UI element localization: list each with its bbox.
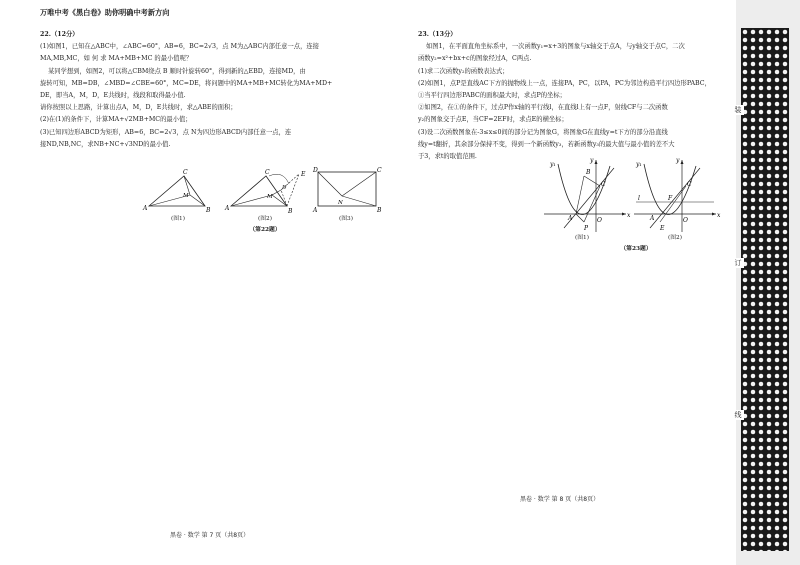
svg-text:N: N	[338, 200, 343, 206]
q23-figure-2	[630, 156, 720, 236]
q22-line-4: 旋转可知，MB=DB，∠MBD=∠CBE=60°，MC=DE，将问题中的MA+MB+MC转化为MA+MD+	[40, 79, 333, 87]
svg-text:x: x	[627, 212, 631, 219]
svg-text:y: y	[590, 157, 594, 164]
q22-figure-3	[310, 166, 385, 216]
question-23	[418, 29, 718, 163]
q23-line-10: 于3，求t的取值范围.	[418, 153, 477, 161]
svg-text:y₁: y₁	[550, 161, 556, 168]
svg-text:B: B	[206, 207, 211, 214]
q22-line-5: DE，即当A，M，D，E共线时，线段和取得最小值.	[40, 92, 186, 100]
q23-line-5: ①当平行四边形PABC的面积最大时，求点P的坐标；	[418, 92, 566, 100]
q22-fig1-caption: (图1)	[170, 216, 185, 222]
binding-char-zhuang: 装	[732, 105, 744, 115]
q22-line-9: 接ND,NB,NC，求NB+NC+√3ND的最小值.	[40, 140, 171, 148]
q23-line-3: (1)求二次函数y₂的函数表达式；	[418, 67, 509, 75]
svg-text:y₁: y₁	[636, 161, 642, 168]
q22-number: 22.（12分）	[40, 31, 79, 38]
svg-text:B: B	[586, 169, 591, 176]
svg-text:C: C	[601, 181, 606, 188]
header-title: 万唯中考《黑白卷》助你明确中考新方向	[40, 8, 170, 17]
svg-text:C: C	[377, 167, 382, 174]
svg-text:C: C	[687, 181, 692, 188]
q22-caption: （第22题）	[249, 227, 281, 233]
binding-char-xian: 线	[732, 410, 744, 420]
footer-right: 黑卷 · 数学 第 8 页（共8页）	[520, 496, 600, 503]
svg-text:A: A	[650, 215, 655, 222]
q23-number: 23.（13分）	[418, 31, 457, 38]
q22-fig3-caption: (图3)	[338, 216, 353, 222]
q23-line-8: (3)设二次函数图象在-3≤x≤0间的部分记为图象G，将图象G在直线y=t下方的部分沿直线	[418, 128, 668, 136]
svg-text:A: A	[313, 207, 318, 214]
q23-line-1: 如图1，在平面直角坐标系中，一次函数y₁=x+3的图象与x轴交于点A，与y轴交于点C，二次	[426, 43, 685, 51]
svg-text:A: A	[143, 205, 148, 212]
footer-left: 黑卷 · 数学 第 7 页（共8页）	[170, 532, 250, 539]
q22-line-7: (2)在(1)的条件下，计算MA+√2MB+MC的最小值；	[40, 116, 192, 124]
q23-line-7: y₂的图象交于点E，当CF=2EF时，求点E的横坐标；	[418, 116, 568, 124]
q23-caption: （第23题）	[620, 246, 652, 252]
svg-text:D: D	[313, 167, 318, 174]
q23-fig2-caption: (图2)	[667, 235, 682, 241]
binding-pattern	[741, 28, 789, 551]
svg-text:l: l	[638, 195, 640, 202]
svg-text:D: D	[282, 185, 287, 191]
svg-text:C: C	[183, 169, 188, 176]
svg-text:P: P	[584, 225, 589, 232]
svg-text:x: x	[717, 212, 721, 219]
q22-line-3: 某同学想到，如图2，可以将△CBM绕点 B 顺时针旋转60°，得到新的△EBD，连接MD，由	[48, 67, 306, 75]
q22-line-1: (1)如图1，已知在△ABC中，∠ABC=60°，AB=6，BC=2√3，点 M为△ABC内部任意一点，连接	[40, 43, 319, 51]
q23-line-9: 线y=t翻折，其余部分保持不变，得到一个新函数y₃，若新函数y₃的最大值与最小值的差不大	[418, 140, 675, 148]
q23-figure-1	[540, 156, 630, 236]
svg-text:A: A	[225, 205, 230, 212]
svg-text:A: A	[568, 215, 573, 222]
q22-figure-1	[143, 166, 218, 216]
q22-line-8: (3)已知四边形ABCD为矩形，AB=6，BC=2√3，点 N为四边形ABCD内部任意一点，连	[40, 128, 292, 136]
svg-text:F: F	[668, 195, 673, 202]
svg-text:C: C	[265, 169, 270, 176]
q23-fig1-caption: (图1)	[574, 235, 589, 241]
svg-text:y: y	[676, 157, 680, 164]
svg-text:O: O	[597, 217, 602, 224]
svg-text:M: M	[267, 194, 273, 200]
q23-line-6: ②如图2，在①的条件下，过点P作x轴的平行线l，在直线l上有一点F，射线CF与二次函数	[418, 104, 668, 112]
svg-text:E: E	[660, 225, 665, 232]
svg-text:M: M	[183, 193, 189, 199]
binding-char-ding: 订	[732, 258, 744, 268]
svg-text:E: E	[301, 171, 306, 178]
q22-fig2-caption: (图2)	[257, 216, 272, 222]
svg-text:B: B	[377, 207, 382, 214]
q22-line-6: 请你按照以上思路，计算出点A，M，D，E共线时，求△ABE的面积；	[40, 104, 237, 112]
q22-figure-2	[225, 166, 310, 216]
q22-line-2: MA,MB,MC，如 何 求 MA+MB+MC 的最小值呢？	[40, 55, 193, 63]
question-22	[40, 29, 380, 151]
q23-line-2: 函数y₂=x²+bx+c的图象经过A，C两点.	[418, 55, 532, 63]
svg-text:O: O	[683, 217, 688, 224]
q23-line-4: (2)如图1，点P是直线AC下方的抛物线上一点，连接PA，PC，以PA，PC为邻边构造平行四边形PABC，	[418, 79, 711, 87]
svg-text:B: B	[288, 208, 293, 215]
